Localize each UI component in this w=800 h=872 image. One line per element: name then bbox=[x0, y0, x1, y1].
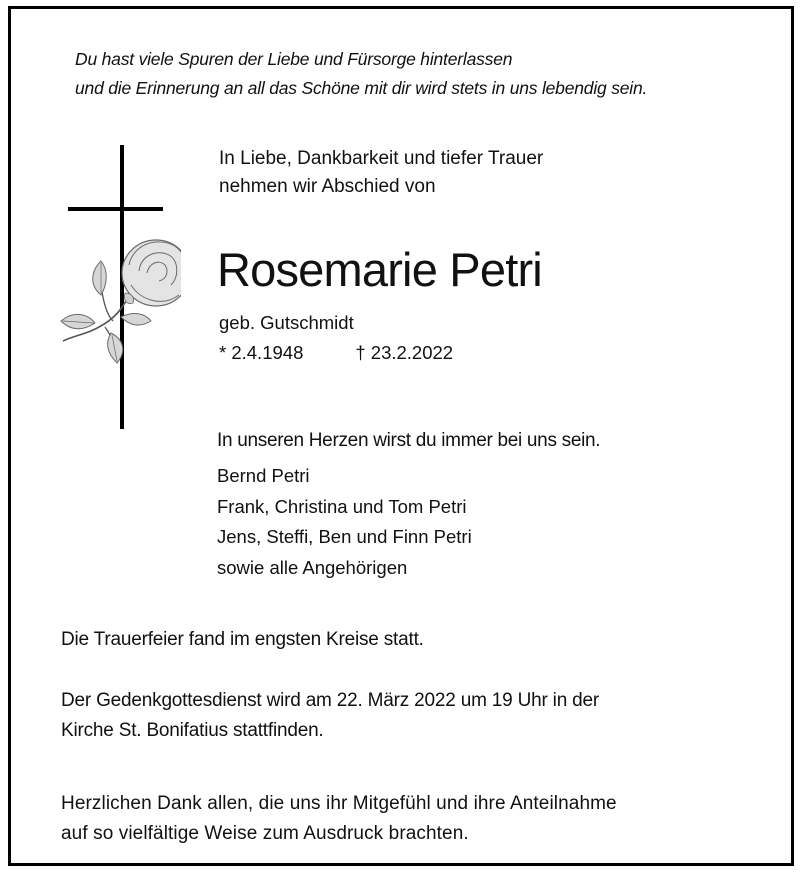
intro-line: In Liebe, Dankbarkeit und tiefer Trauer bbox=[219, 148, 544, 169]
family-member: Bernd Petri bbox=[217, 465, 310, 486]
memorial-line: Kirche St. Bonifatius stattfinden. bbox=[61, 720, 324, 741]
family-member: Frank, Christina und Tom Petri bbox=[217, 495, 467, 517]
family-member: sowie alle Angehörigen bbox=[217, 556, 408, 578]
family-member: Jens, Steffi, Ben und Finn Petri bbox=[217, 526, 472, 547]
family-list bbox=[217, 461, 472, 583]
deceased-name: Rosemarie Petri bbox=[217, 243, 542, 296]
funeral-note: Die Trauerfeier fand im engsten Kreise statt. bbox=[61, 629, 424, 650]
thanks-line: auf so vielfältige Weise zum Ausdruck brachten. bbox=[61, 823, 469, 844]
life-dates bbox=[219, 340, 453, 366]
thanks-note bbox=[61, 789, 617, 849]
maiden-name: geb. Gutschmidt bbox=[219, 312, 354, 333]
death-date: † 23.2.2022 bbox=[355, 342, 454, 363]
thanks-line: Herzlichen Dank allen, die uns ihr Mitgefühl und ihre Anteilnahme bbox=[61, 793, 617, 814]
birth-date: * 2.4.1948 bbox=[219, 342, 304, 363]
motto-line: und die Erinnerung an all das Schöne mit dir wird stets in uns lebendig sein. bbox=[75, 78, 648, 98]
motto-line: Du hast viele Spuren der Liebe und Fürsorge hinterlassen bbox=[75, 49, 513, 69]
heart-line: In unseren Herzen wirst du immer bei uns sein. bbox=[217, 430, 601, 451]
intro-line: nehmen wir Abschied von bbox=[219, 176, 436, 197]
memorial-service bbox=[61, 686, 599, 746]
motto bbox=[75, 45, 647, 103]
obituary-notice bbox=[8, 6, 794, 866]
memorial-line: Der Gedenkgottesdienst wird am 22. März 2022 um 19 Uhr in der bbox=[61, 690, 600, 711]
cross-with-rose-icon bbox=[51, 145, 181, 429]
intro-text bbox=[219, 145, 543, 201]
